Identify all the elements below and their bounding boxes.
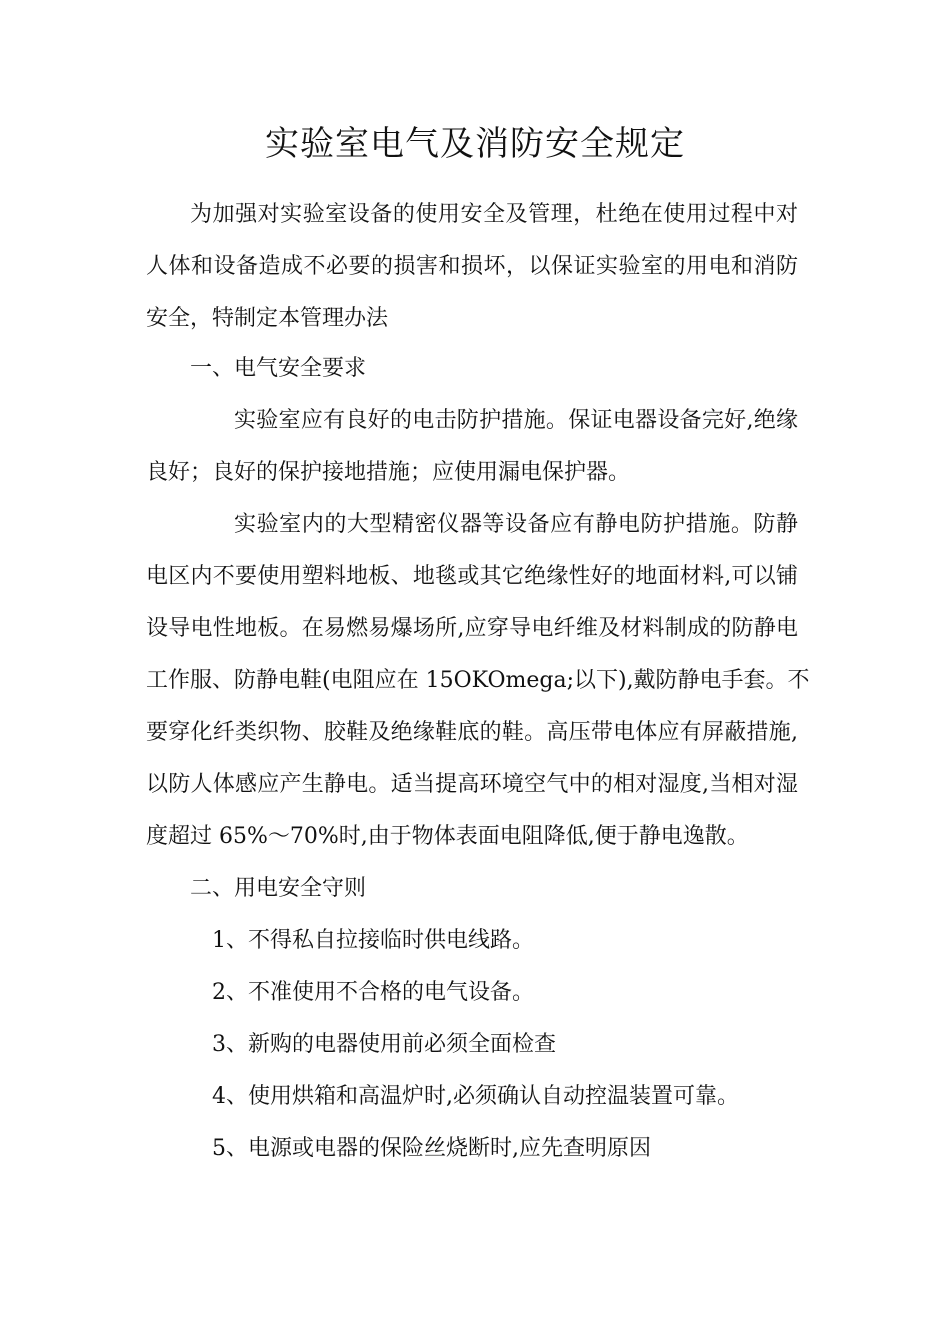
section-1-heading: 一、电气安全要求	[190, 356, 367, 381]
section-2-item-4: 4、使用烘箱和高温炉时,必须确认自动控温装置可靠。	[212, 1084, 739, 1109]
section-1-para-2-line-6: 以防人体感应产生静电。适当提高环境空气中的相对湿度,当相对湿	[146, 772, 798, 797]
intro-line-1: 为加强对实验室设备的使用安全及管理，杜绝在使用过程中对	[190, 202, 798, 227]
intro-line-3: 安全，特制定本管理办法	[146, 306, 389, 331]
document-title: 实验室电气及消防安全规定	[265, 124, 685, 164]
section-1-para-2-line-5: 要穿化纤类织物、胶鞋及绝缘鞋底的鞋。高压带电体应有屏蔽措施,	[146, 720, 798, 745]
section-2-heading: 二、用电安全守则	[190, 876, 367, 901]
section-1-para-2-line-1: 实验室内的大型精密仪器等设备应有静电防护措施。防静	[234, 512, 798, 537]
section-2-item-5: 5、电源或电器的保险丝烧断时,应先查明原因	[212, 1136, 651, 1161]
section-1-para-1-line-1: 实验室应有良好的电击防护措施。保证电器设备完好,绝缘	[234, 408, 798, 433]
section-1-para-1-line-2: 良好；良好的保护接地措施；应使用漏电保护器。	[146, 460, 631, 485]
section-1-para-2-line-3: 设导电性地板。在易燃易爆场所,应穿导电纤维及材料制成的防静电	[146, 616, 798, 641]
section-2-item-3: 3、新购的电器使用前必须全面检查	[212, 1032, 556, 1057]
section-1-para-2-line-2: 电区内不要使用塑料地板、地毯或其它绝缘性好的地面材料,可以铺	[146, 564, 798, 589]
section-1-para-2-line-7: 度超过 65%～70%时,由于物体表面电阻降低,便于静电逸散。	[146, 824, 749, 849]
section-2-item-2: 2、不准使用不合格的电气设备。	[212, 980, 534, 1005]
intro-line-2: 人体和设备造成不必要的损害和损坏，以保证实验室的用电和消防	[146, 254, 798, 279]
section-1-para-2-line-4: 工作服、防静电鞋(电阻应在 15OKOmega;以下),戴防静电手套。不	[146, 668, 810, 693]
section-2-item-1: 1、不得私自拉接临时供电线路。	[212, 928, 534, 953]
